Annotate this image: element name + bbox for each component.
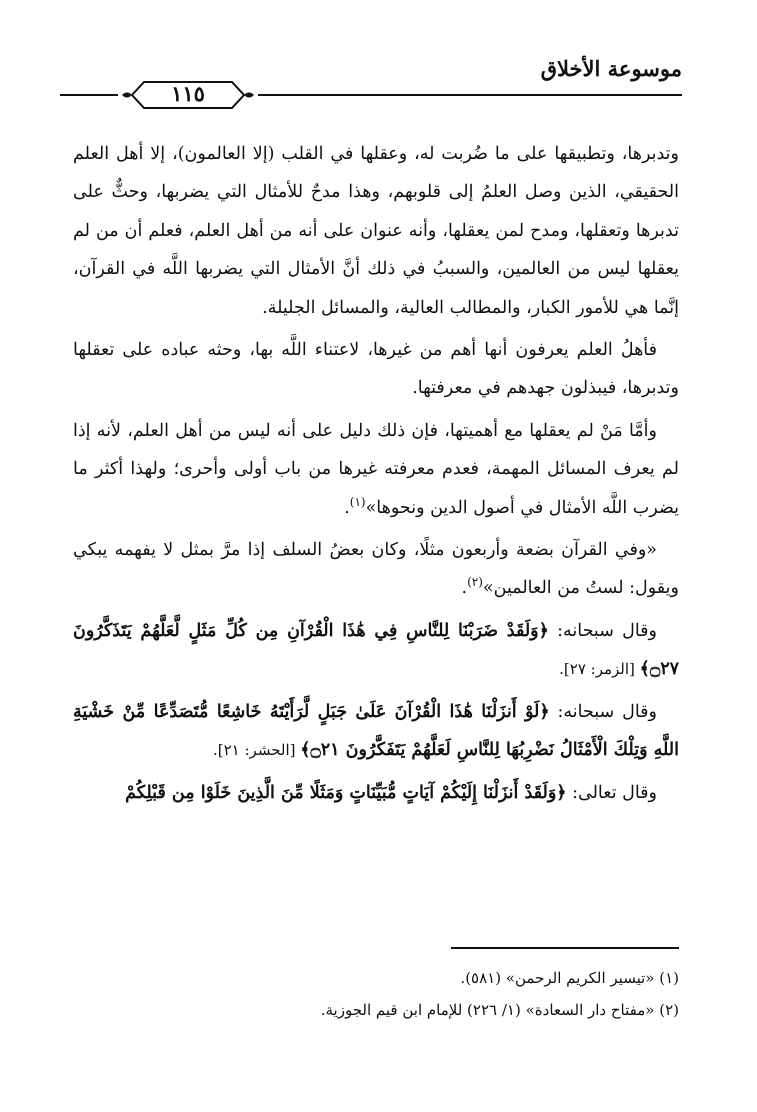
footnote-ref-1[interactable]: (١) (349, 494, 366, 509)
quote-intro: وقال تعالى: (566, 782, 657, 803)
paragraph-3-text: وأمَّا مَنْ لم يعقلها مع أهميتها، فإن ذلك دليل على أنه ليس من أهل العلم، لأنه إذا لم يعرف المسائل المهمة، فعدم معرفته غيرها من باب أولى وأحرى؛ ولهذا أكثر ما يضرب اللَّه الأمثال في أصول الدين ونحوها» (73, 420, 679, 518)
main-text (73, 135, 679, 816)
verse-reference: [الحشر: ٢١]. (212, 741, 301, 760)
verse-reference: [الزمر: ٢٧]. (559, 660, 640, 679)
footnote-2: (٢) «مفتاح دار السعادة» (١/ ٢٢٦) للإمام ابن قيم الجوزية. (320, 1001, 679, 1019)
paragraph-3 (73, 412, 679, 527)
footnote-ref-2[interactable]: (٢) (467, 575, 483, 590)
paragraph-5 (73, 612, 679, 689)
paragraph-3-end: . (344, 497, 350, 518)
header-rule-right (258, 94, 682, 96)
footnote-1: (١) «تيسير الكريم الرحمن» (٥٨١). (460, 969, 679, 987)
quran-verse: ﴿وَلَقَدْ ضَرَبْنَا لِلنَّاسِ فِي هَٰذَا الْقُرْآنِ مِن كُلِّ مَثَلٍ لَّعَلَّهُمْ يَتَذَكَّرُونَ ۝٢٧﴾ (73, 620, 679, 680)
quote-intro: وقال سبحانه: (548, 620, 657, 641)
header-rule-left (60, 94, 118, 96)
footnote-separator (451, 947, 679, 949)
paragraph-4 (73, 531, 679, 608)
paragraph-4-end: . (461, 578, 468, 599)
paragraph-6 (73, 693, 679, 770)
paragraph-7 (73, 774, 679, 812)
paragraph-2: فأهلُ العلم يعرفون أنها أهم من غيرها، لاعتناء اللَّه بها، وحثه عباده على تعقلها وتدبرها، فيبذلون جهدهم في معرفتها. (73, 340, 679, 399)
quran-verse: ﴿لَوْ أَنزَلْنَا هَٰذَا الْقُرْآنَ عَلَىٰ جَبَلٍ لَّرَأَيْتَهُ خَاشِعًا مُّتَصَدِّعًا مِّنْ خَشْيَةِ اللَّهِ وَتِلْكَ الْأَمْثَالُ نَضْرِبُهَا لِلنَّاسِ لَعَلَّهُمْ يَتَفَكَّرُونَ ۝٢١﴾ (73, 701, 679, 761)
book-title: موسوعة الأخلاق (540, 56, 682, 81)
paragraph-4-text: «وفي القرآن بضعة وأربعون مثلًا، وكان بعضُ السلف إذا مرَّ بمثل لا يفهمه يبكي ويقول: لستُ من العالمين» (73, 540, 679, 599)
page-number-frame (118, 78, 258, 112)
footnotes (73, 962, 679, 1026)
paragraph-1: وتدبرها، وتطبيقها على ما ضُربت له، وعقلها في القلب (إلا العالمون)، إلا أهل العلم الحقيقي، الذين وصل العلمُ إلى قلوبهم، وهذا مدحٌ للأمثال التي يضربها، وحثٌّ على تدبرها وتعقلها، ومدح لمن يعقلها، وأنه عنوان على أنه من أهل العلم، فعلم أن من لم يعقلها ليس من العالمين، والسببُ في ذلك أنَّ الأمثال التي يضربها اللَّه في القرآن، إنَّما هي للأمور الكبار، والمطالب العالية، والمسائل الجليلة. (73, 144, 679, 318)
page-header (60, 52, 682, 106)
quran-verse: ﴿وَلَقَدْ أَنزَلْنَا إِلَيْكُمْ آيَاتٍ مُّبَيِّنَاتٍ وَمَثَلًا مِّنَ الَّذِينَ خَلَوْا مِن قَبْلِكُمْ (125, 782, 567, 803)
quote-intro: وقال سبحانه: (549, 701, 657, 722)
page-number: ١١٥ (171, 81, 205, 106)
